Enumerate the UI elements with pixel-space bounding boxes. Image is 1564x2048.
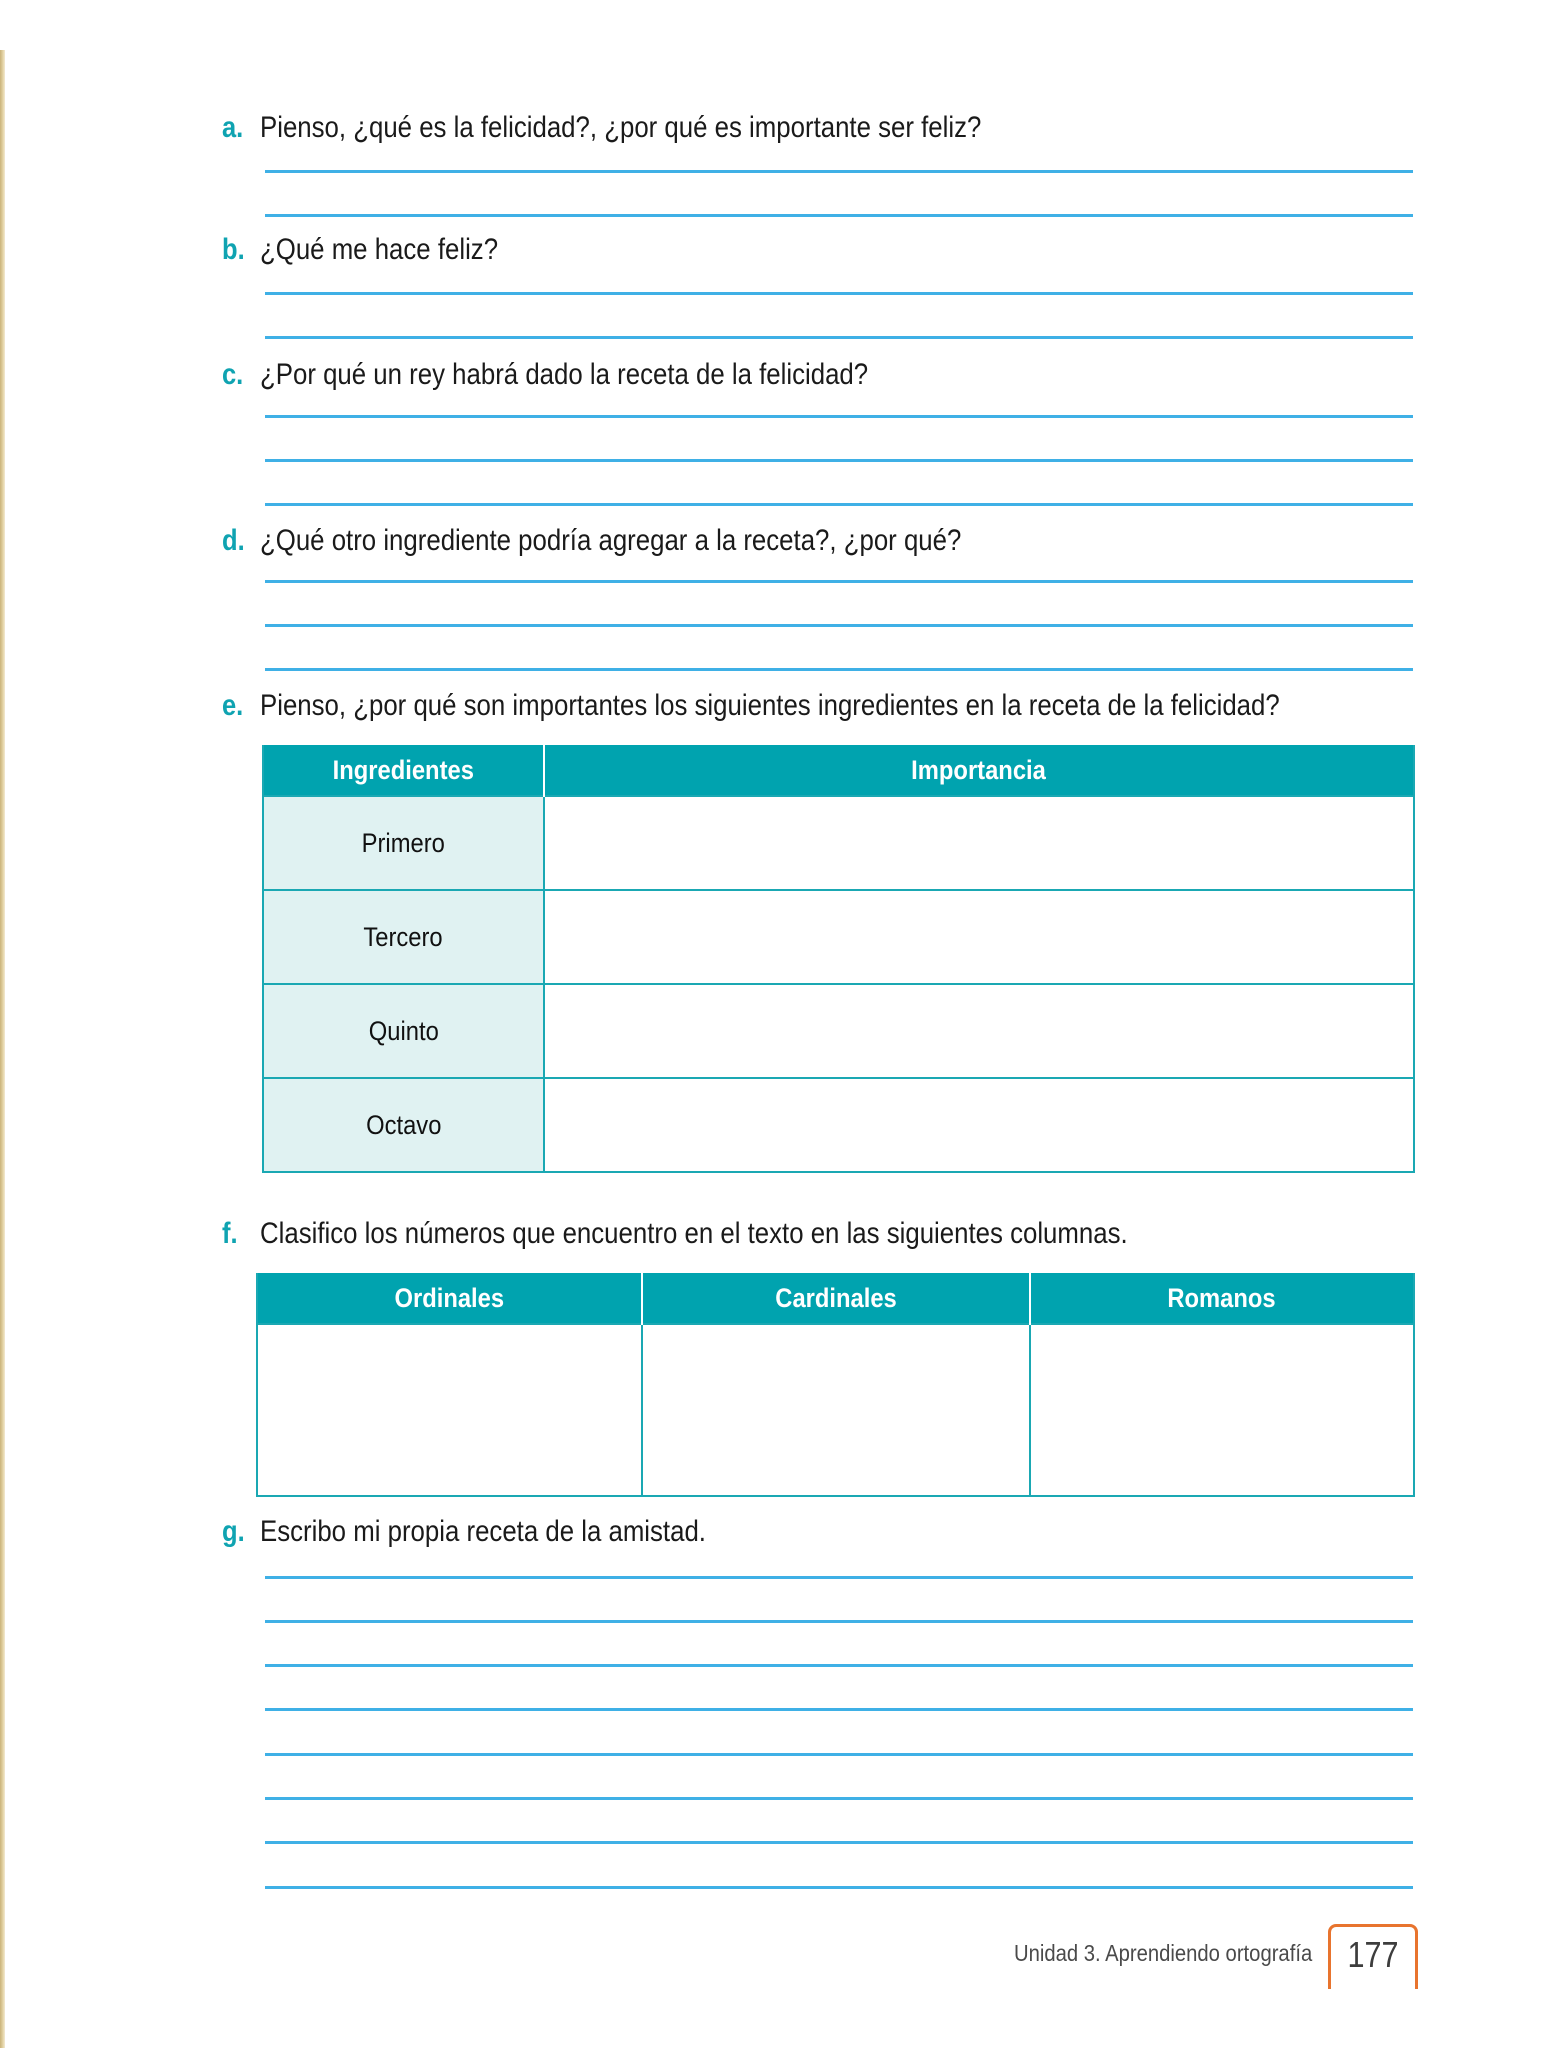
- header-cardinales: Cardinales: [642, 1273, 1030, 1324]
- question-d: [222, 521, 1076, 561]
- answer-line-g-8[interactable]: [265, 1886, 1413, 1889]
- answer-line-g-2[interactable]: [265, 1620, 1413, 1623]
- table-row: [263, 890, 1414, 984]
- question-text: Escribo mi propia receta de la amistad.: [260, 1515, 706, 1548]
- question-c: [222, 355, 967, 395]
- ingredient-cell: Primero: [263, 796, 544, 890]
- question-text: ¿Por qué un rey habrá dado la receta de la felicidad?: [260, 358, 869, 391]
- ordinales-cell[interactable]: [257, 1324, 642, 1496]
- answer-line-a-2[interactable]: [265, 214, 1413, 217]
- question-text: Clasifico los números que encuentro en el texto en las siguientes columnas.: [260, 1217, 1128, 1250]
- question-text: ¿Qué otro ingrediente podría agregar a la receta?, ¿por qué?: [260, 524, 962, 557]
- page-number: 177: [1347, 1934, 1399, 1975]
- question-g: [222, 1512, 779, 1552]
- cardinales-cell[interactable]: [642, 1324, 1030, 1496]
- numbers-table: [256, 1273, 1415, 1497]
- answer-line-g-4[interactable]: [265, 1708, 1413, 1711]
- answer-line-c-3[interactable]: [265, 503, 1413, 506]
- question-letter: c.: [222, 358, 244, 391]
- answer-line-g-1[interactable]: [265, 1576, 1413, 1579]
- question-letter: e.: [222, 689, 244, 722]
- table-row: [263, 796, 1414, 890]
- table-row: [263, 984, 1414, 1078]
- question-letter: f.: [222, 1217, 238, 1250]
- question-a: [222, 108, 1099, 148]
- header-romanos: Romanos: [1030, 1273, 1414, 1324]
- importance-cell[interactable]: [544, 984, 1414, 1078]
- answer-line-a-1[interactable]: [265, 170, 1413, 173]
- question-letter: a.: [222, 111, 244, 144]
- question-letter: d.: [222, 524, 245, 557]
- question-e: [222, 686, 1446, 726]
- ingredient-cell: Octavo: [263, 1078, 544, 1172]
- importance-cell[interactable]: [544, 1078, 1414, 1172]
- question-f: [222, 1214, 1269, 1254]
- ingredients-table: [262, 745, 1415, 1173]
- footer-unit-label: Unidad 3. Aprendiendo ortografía: [1014, 1940, 1313, 1966]
- importance-cell[interactable]: [544, 796, 1414, 890]
- table-row: [257, 1324, 1414, 1496]
- answer-line-b-1[interactable]: [265, 292, 1413, 295]
- answer-line-d-1[interactable]: [265, 580, 1413, 583]
- question-text: ¿Qué me hace feliz?: [260, 233, 499, 266]
- answer-line-g-5[interactable]: [265, 1753, 1413, 1756]
- answer-line-g-3[interactable]: [265, 1664, 1413, 1667]
- page-edge: [0, 50, 5, 2048]
- question-letter: b.: [222, 233, 245, 266]
- answer-line-d-2[interactable]: [265, 624, 1413, 627]
- answer-line-g-6[interactable]: [265, 1797, 1413, 1800]
- question-b: [222, 230, 537, 270]
- page-number-tab: [1328, 1924, 1418, 1989]
- ingredient-cell: Quinto: [263, 984, 544, 1078]
- answer-line-c-2[interactable]: [265, 459, 1413, 462]
- romanos-cell[interactable]: [1030, 1324, 1414, 1496]
- table-header-row: [257, 1273, 1414, 1324]
- question-text: Pienso, ¿por qué son importantes los siguientes ingredientes en la receta de la felicidad?: [260, 689, 1280, 722]
- table-header-row: [263, 745, 1414, 796]
- question-letter: g.: [222, 1515, 245, 1548]
- table-row: [263, 1078, 1414, 1172]
- importance-cell[interactable]: [544, 890, 1414, 984]
- answer-line-c-1[interactable]: [265, 415, 1413, 418]
- header-importancia: Importancia: [544, 745, 1414, 796]
- header-ingredientes: Ingredientes: [263, 745, 544, 796]
- answer-line-b-2[interactable]: [265, 336, 1413, 339]
- answer-line-g-7[interactable]: [265, 1841, 1413, 1844]
- answer-line-d-3[interactable]: [265, 668, 1413, 671]
- ingredient-cell: Tercero: [263, 890, 544, 984]
- question-text: Pienso, ¿qué es la felicidad?, ¿por qué es importante ser feliz?: [260, 111, 982, 144]
- header-ordinales: Ordinales: [257, 1273, 642, 1324]
